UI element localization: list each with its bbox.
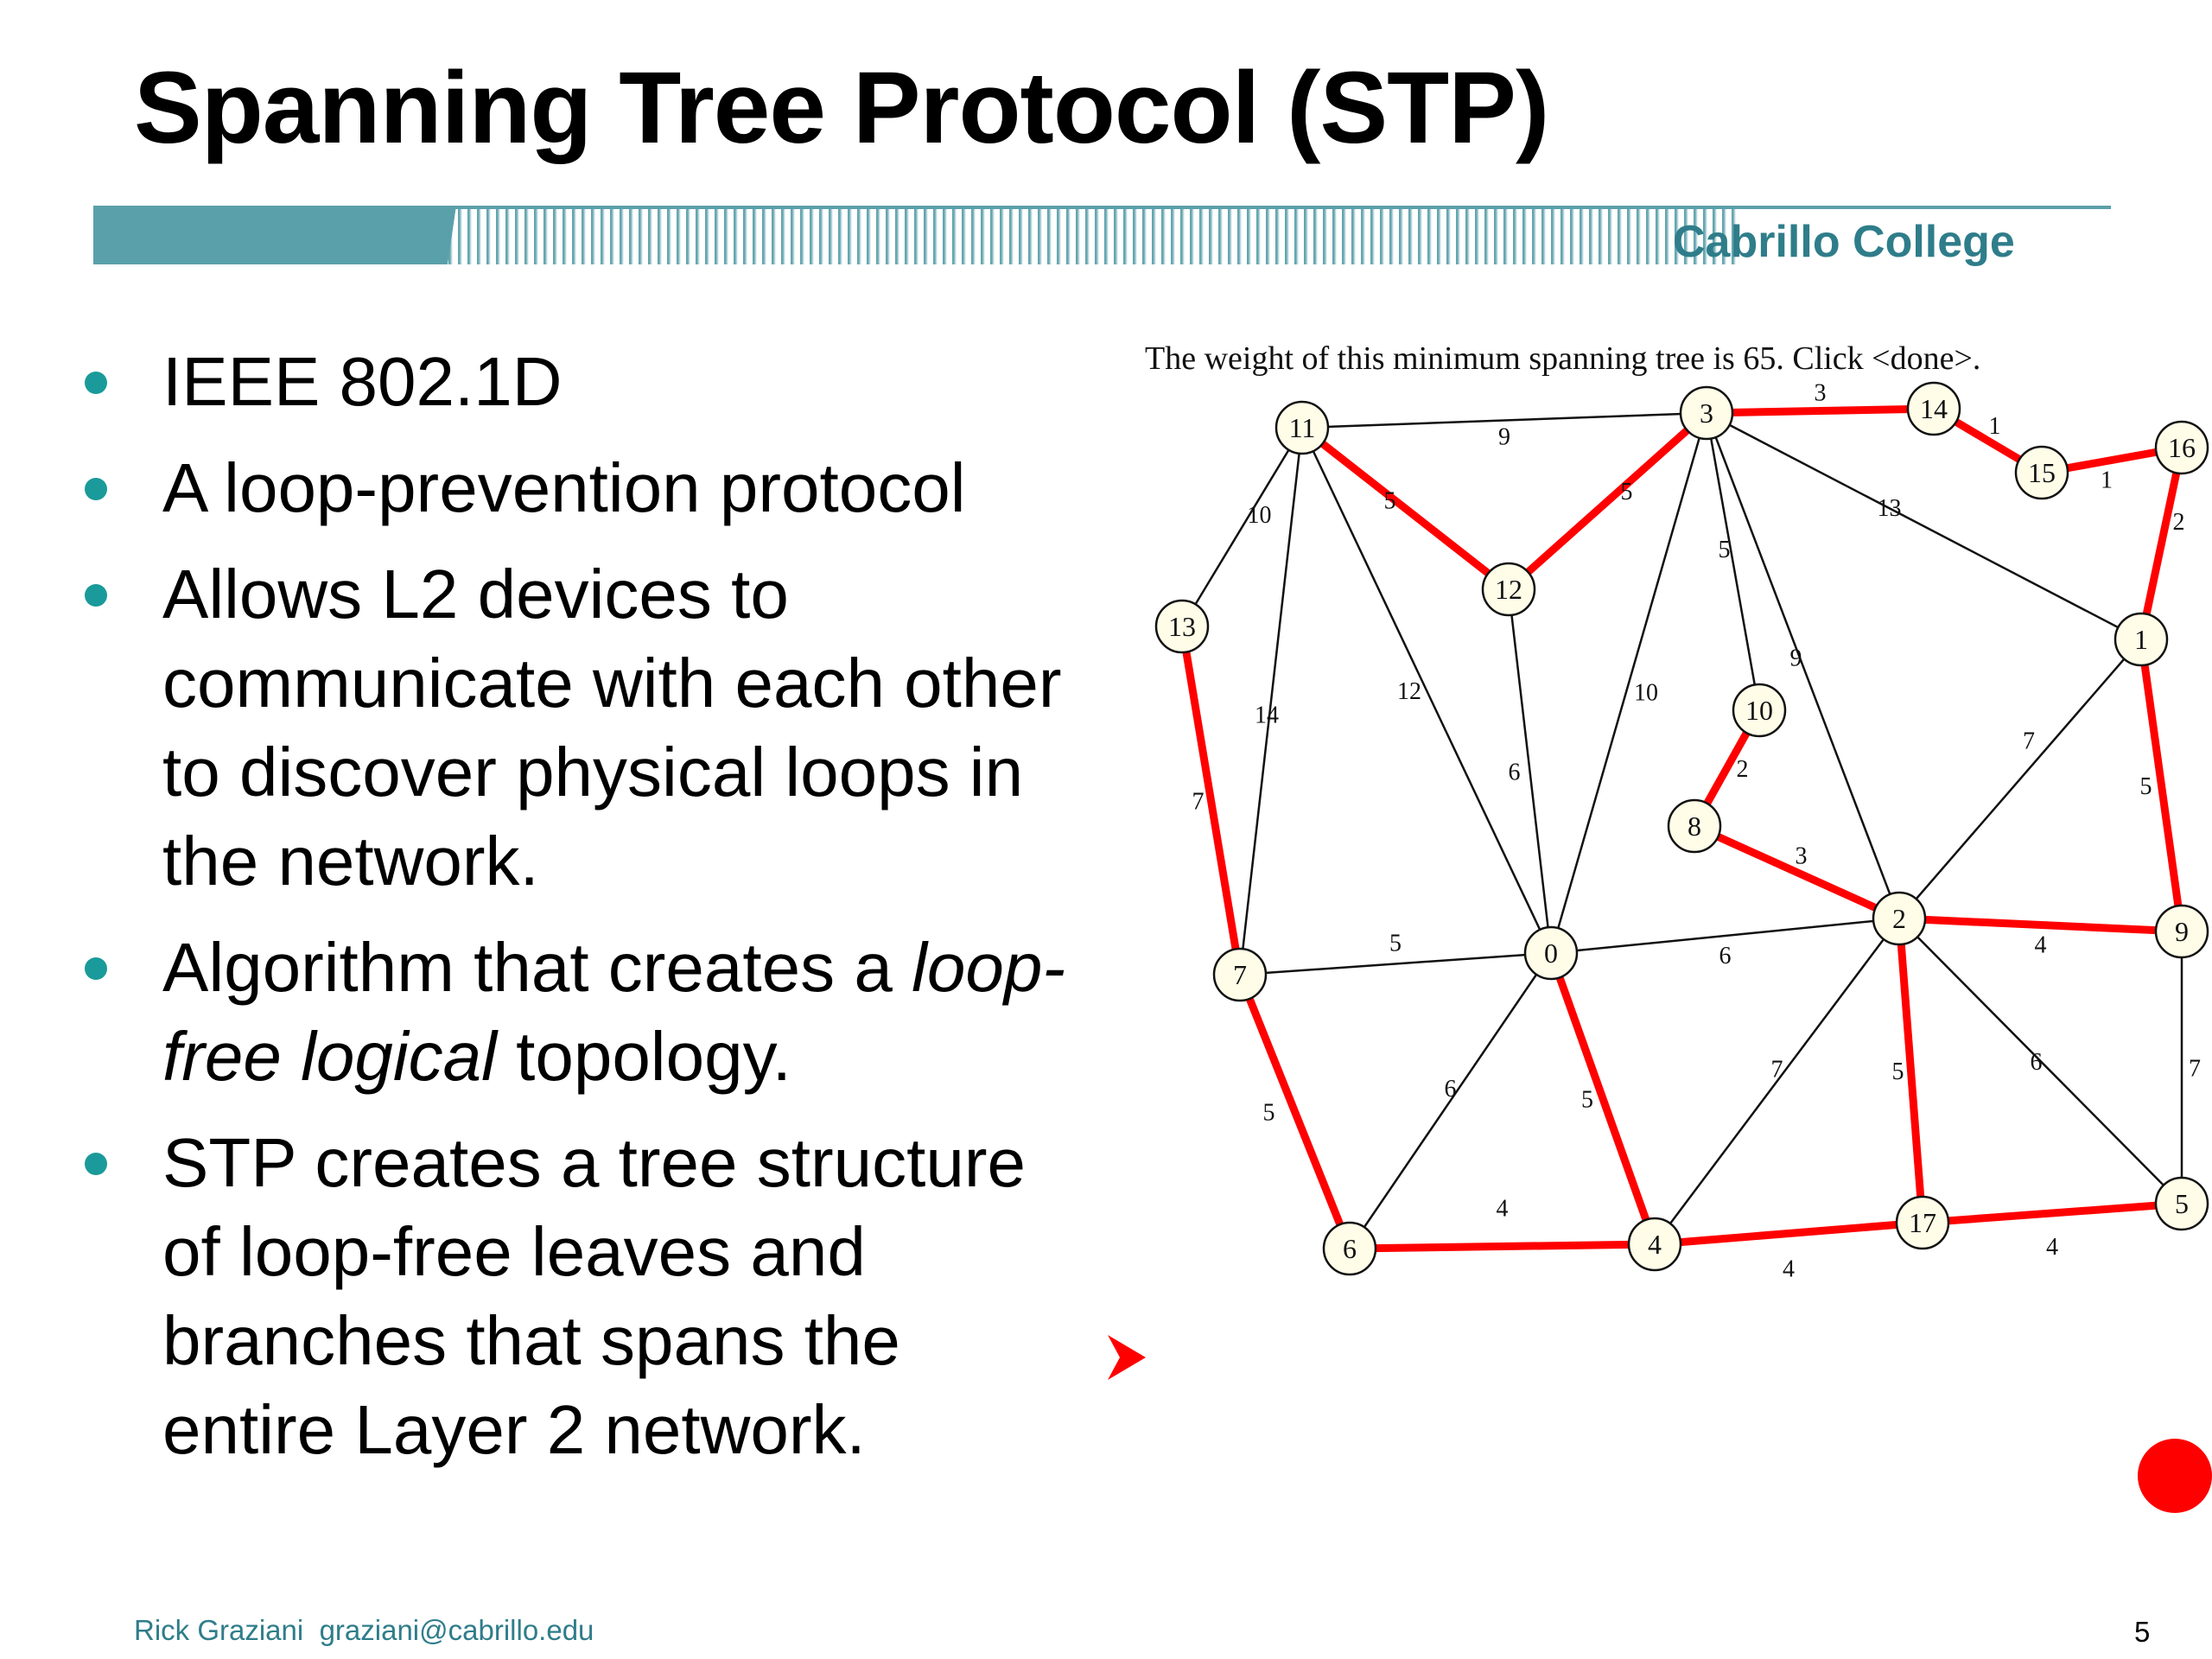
record-dot-icon xyxy=(2138,1439,2212,1513)
edge-weight-label: 5 xyxy=(1383,487,1396,515)
footer-author: Rick Graziani graziani@cabrillo.edu xyxy=(134,1614,594,1646)
node-10[interactable] xyxy=(1733,684,1785,736)
node-label: 1 xyxy=(2134,624,2148,655)
node-12[interactable] xyxy=(1483,563,1535,615)
edge-weight-label: 6 xyxy=(2030,1049,2043,1076)
node-label: 8 xyxy=(1688,810,1701,842)
node-15[interactable] xyxy=(2016,447,2068,499)
edge-11-0[interactable] xyxy=(1302,428,1551,953)
bullet-emphasis: loop-free logical xyxy=(162,929,1065,1095)
edge-1-2[interactable] xyxy=(1899,639,2141,918)
node-label: 6 xyxy=(1343,1233,1357,1264)
edge-12-3[interactable] xyxy=(1509,413,1707,589)
bullet-text: Allows L2 devices to communicate with each other to discover physical loops in the network. xyxy=(162,556,1062,899)
edge-6-4[interactable] xyxy=(1350,1244,1655,1249)
edge-weight-label: 5 xyxy=(1389,930,1402,957)
edge-weight-label: 3 xyxy=(1795,842,1808,870)
node-label: 2 xyxy=(1892,903,1906,934)
node-label: 12 xyxy=(1495,574,1522,605)
node-17[interactable] xyxy=(1897,1197,1948,1249)
edge-2-9[interactable] xyxy=(1899,918,2182,931)
edge-weight-label: 5 xyxy=(1891,1058,1904,1085)
edge-weight-label: 12 xyxy=(1397,678,1421,705)
node-0[interactable] xyxy=(1525,927,1577,979)
bullet-text: A loop-prevention protocol xyxy=(162,449,966,526)
edge-weight-label: 7 xyxy=(2189,1055,2201,1083)
node-label: 16 xyxy=(2168,432,2196,463)
edge-weight-label: 4 xyxy=(1496,1195,1509,1223)
node-4[interactable] xyxy=(1629,1218,1681,1270)
edge-weight-label: 2 xyxy=(2172,509,2185,536)
edge-weight-label: 5 xyxy=(1262,1099,1275,1127)
node-label: 10 xyxy=(1745,695,1773,726)
node-label: 0 xyxy=(1544,938,1558,969)
edge-16-1[interactable] xyxy=(2141,448,2182,639)
edge-weight-label: 4 xyxy=(2046,1234,2058,1261)
footer-email: graziani@cabrillo.edu xyxy=(319,1614,594,1646)
edge-weight-label: 2 xyxy=(1736,756,1749,783)
slide-title: Spanning Tree Protocol (STP) xyxy=(134,51,1549,165)
edge-weight-label: 1 xyxy=(1988,413,2001,440)
edge-weight-label: 7 xyxy=(1192,788,1205,816)
edge-weight-label: 6 xyxy=(1444,1076,1457,1103)
node-label: 4 xyxy=(1648,1229,1662,1260)
edge-3-14[interactable] xyxy=(1707,409,1934,413)
edge-13-7[interactable] xyxy=(1182,626,1240,975)
edge-weight-label: 6 xyxy=(1508,759,1521,786)
edge-3-1[interactable] xyxy=(1707,413,2141,639)
edge-weight-label: 5 xyxy=(1620,479,1633,505)
edge-weight-label: 14 xyxy=(1255,702,1279,729)
node-label: 11 xyxy=(1288,412,1316,443)
node-6[interactable] xyxy=(1324,1223,1376,1274)
edge-weight-label: 9 xyxy=(1789,645,1802,672)
edge-weight-label: 10 xyxy=(1634,679,1658,707)
edge-weight-label: 5 xyxy=(2139,773,2152,800)
bullet-text-after: topology. xyxy=(496,1018,791,1095)
node-label: 14 xyxy=(1920,393,1948,424)
diagram-caption: The weight of this minimum spanning tree is 65. Click <done>. xyxy=(1145,340,1981,377)
edge-4-17[interactable] xyxy=(1655,1223,1923,1244)
college-name: Cabrillo College xyxy=(1673,217,2015,267)
edge-weight-label: 7 xyxy=(1770,1056,1783,1084)
edge-weight-label: 4 xyxy=(1783,1255,1795,1283)
edge-0-4[interactable] xyxy=(1551,953,1655,1244)
edge-weight-label: 1 xyxy=(2101,467,2113,494)
node-label: 15 xyxy=(2028,457,2056,488)
node-13[interactable] xyxy=(1156,601,1208,652)
edge-17-5[interactable] xyxy=(1923,1204,2182,1223)
node-label: 13 xyxy=(1168,611,1196,642)
bullet-text: IEEE 802.1D xyxy=(162,343,563,420)
edge-weight-label: 13 xyxy=(1877,495,1902,522)
node-label: 9 xyxy=(2175,916,2189,947)
edge-weight-label: 9 xyxy=(1498,423,1510,451)
node-label: 5 xyxy=(2175,1188,2189,1219)
node-label: 17 xyxy=(1909,1207,1936,1238)
edge-7-6[interactable] xyxy=(1240,975,1350,1249)
edge-weight-label: 7 xyxy=(2023,728,2035,755)
bullet-text-before: Algorithm that creates a xyxy=(162,929,912,1006)
node-5[interactable] xyxy=(2156,1178,2208,1230)
node-16[interactable] xyxy=(2156,422,2208,474)
edge-11-12[interactable] xyxy=(1302,428,1509,589)
node-label: 7 xyxy=(1233,959,1247,990)
node-9[interactable] xyxy=(2156,906,2208,957)
node-8[interactable] xyxy=(1669,800,1720,852)
next-arrow-icon[interactable] xyxy=(1106,1333,1149,1382)
edge-weight-label: 4 xyxy=(2034,931,2047,959)
bullet-text: STP creates a tree structure of loop-free leaves and branches that spans the entire Layer 2 network. xyxy=(162,1124,1026,1468)
node-label: 3 xyxy=(1700,397,1713,429)
node-1[interactable] xyxy=(2115,613,2167,665)
node-2[interactable] xyxy=(1873,893,1925,944)
edge-weight-label: 5 xyxy=(1718,537,1731,563)
edge-weight-label: 5 xyxy=(1581,1086,1593,1114)
node-14[interactable] xyxy=(1908,383,1960,435)
edge-weight-label: 6 xyxy=(1719,943,1732,969)
node-7[interactable] xyxy=(1214,949,1266,1001)
edge-3-10[interactable] xyxy=(1707,413,1759,710)
edge-weight-label: 3 xyxy=(1814,379,1827,407)
page-number: 5 xyxy=(2134,1616,2151,1648)
edge-11-13[interactable] xyxy=(1182,428,1302,626)
edge-weight-label: 10 xyxy=(1247,502,1272,529)
node-11[interactable] xyxy=(1276,402,1328,454)
node-3[interactable] xyxy=(1681,387,1732,439)
